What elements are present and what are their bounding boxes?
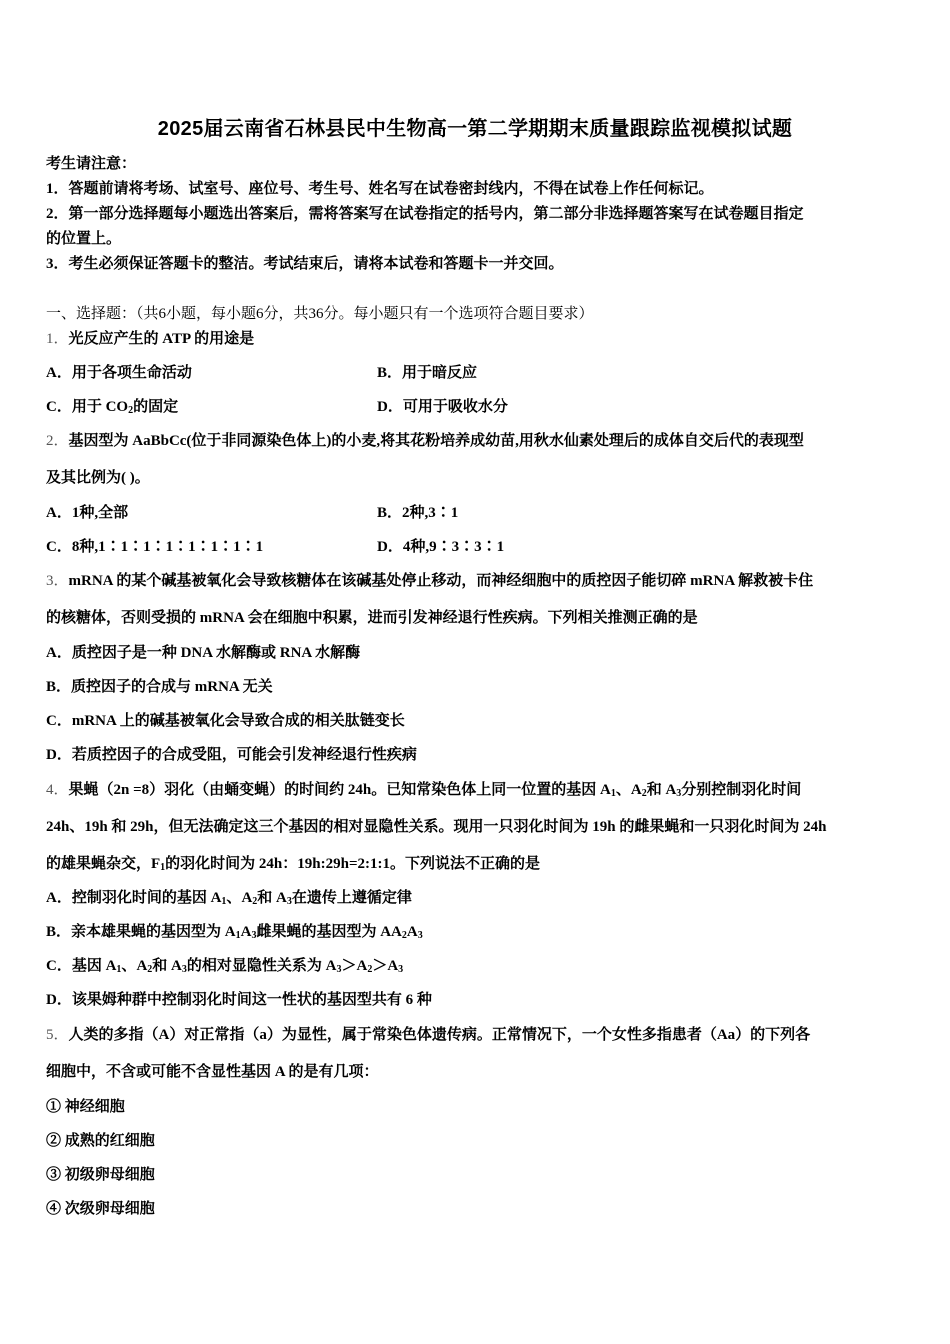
notice-item: 1．答题前请将考场、试室号、座位号、考生号、姓名写在试卷密封线内，不得在试卷上作任何标记。 [46, 181, 714, 197]
q5-item: ② 成熟的红细胞 [46, 1133, 155, 1149]
question-2-stem-cont: 及其比例为( )。 [46, 470, 150, 486]
q4-option-d: D．该果姆种群中控制羽化时间这一性状的基因型共有 6 种 [46, 992, 432, 1008]
q1-option-c: C．用于 $CO_2$的固定 [46, 399, 179, 416]
q5-item: ③ 初级卵母细胞 [46, 1167, 155, 1183]
question-number: 4． [46, 782, 69, 798]
q5-item: ① 神经细胞 [46, 1099, 125, 1115]
q2-option-c: C．8种,1∶1∶1∶1∶1∶1∶1∶1 [46, 539, 264, 555]
question-3-stem-cont: 的核糖体，否则受损的 mRNA 会在细胞中积累，进而引发神经退行性疾病。下列相关推测正确的是 [46, 610, 698, 626]
q1-option-b: B．用于暗反应 [377, 365, 478, 381]
q4-option-c: C．基因 $A_1$、$A_2$和 $A_3$的相对显隐性关系为 $A_3>A_2>A_3$ [46, 958, 404, 975]
question-1-stem: 1．光反应产生的 ATP 的用途是 [46, 331, 255, 347]
question-number: 2． [46, 433, 69, 449]
q2-option-b: B．2种,3∶1 [377, 505, 459, 521]
section-heading: 一、选择题：（共6小题，每小题6分，共36分。每小题只有一个选项符合题目要求） [46, 306, 594, 322]
question-4-stem: 4．果蝇（2n =8）羽化（由蛹变蝇）的时间约 24h。已知常染色体上同一位置的基因 $A_1$、$A_2$和 $A_3$分别控制羽化时间 [46, 782, 802, 799]
question-number: 5． [46, 1027, 69, 1043]
notice-item: 2．第一部分选择题每小题选出答案后，需将答案写在试卷指定的括号内，第二部分非选择题答案写在试卷题目指定 [46, 206, 804, 222]
question-5-stem: 5．人类的多指（A）对正常指（a）为显性，属于常染色体遗传病。正常情况下，一个女性多指患者（Aa）的下列各 [46, 1027, 811, 1043]
question-number: 1． [46, 331, 69, 347]
q1-option-a: A．用于各项生命活动 [46, 365, 192, 381]
notice-item: 的位置上。 [46, 231, 122, 247]
question-number: 3． [46, 573, 69, 589]
q3-option-a: A．质控因子是一种 DNA 水解酶或 RNA 水解酶 [46, 645, 361, 661]
notice-item: 3．考生必须保证答题卡的整洁。考试结束后，请将本试卷和答题卡一并交回。 [46, 256, 564, 272]
q2-option-d: D．4种,9∶3∶3∶1 [377, 539, 505, 555]
q2-option-a: A．1种,全部 [46, 505, 129, 521]
q3-option-d: D．若质控因子的合成受阻，可能会引发神经退行性疾病 [46, 747, 417, 763]
notice-heading: 考生请注意： [46, 156, 137, 172]
q1-option-d: D．可用于吸收水分 [377, 399, 508, 415]
question-2-stem: 2．基因型为 AaBbCc(位于非同源染色体上)的小麦,将其花粉培养成幼苗,用秋水仙素处理后的成体自交后代的表现型 [46, 433, 804, 449]
question-4-stem-cont: 24h、19h 和 29h，但无法确定这三个基因的相对显隐性关系。现用一只羽化时间为 19h 的雌果蝇和一只羽化时间为 24h [46, 819, 827, 835]
question-4-stem-cont: 的雄果蝇杂交，$F_1$的羽化时间为 24h：19h:29h=2:1:1。下列说法不正确的是 [46, 856, 540, 873]
question-5-stem-cont: 细胞中，不含或可能不含显性基因 A 的是有几项： [46, 1064, 379, 1080]
question-3-stem: 3．mRNA 的某个碱基被氧化会导致核糖体在该碱基处停止移动，而神经细胞中的质控因子能切碎 mRNA 解救被卡住 [46, 573, 814, 589]
q4-option-a: A．控制羽化时间的基因 $A_1$、$A_2$和 $A_3$在遗传上遵循定律 [46, 890, 412, 907]
q5-item: ④ 次级卵母细胞 [46, 1201, 155, 1217]
q4-option-b: B．亲本雄果蝇的基因型为 $A_1A_3$雌果蝇的基因型为 $AA_2A_3$ [46, 924, 423, 941]
q3-option-b: B．质控因子的合成与 mRNA 无关 [46, 679, 273, 695]
q3-option-c: C．mRNA 上的碱基被氧化会导致合成的相关肽链变长 [46, 713, 405, 729]
page-title: 2025届云南省石林县民中生物高一第二学期期末质量跟踪监视模拟试题 [157, 118, 793, 140]
